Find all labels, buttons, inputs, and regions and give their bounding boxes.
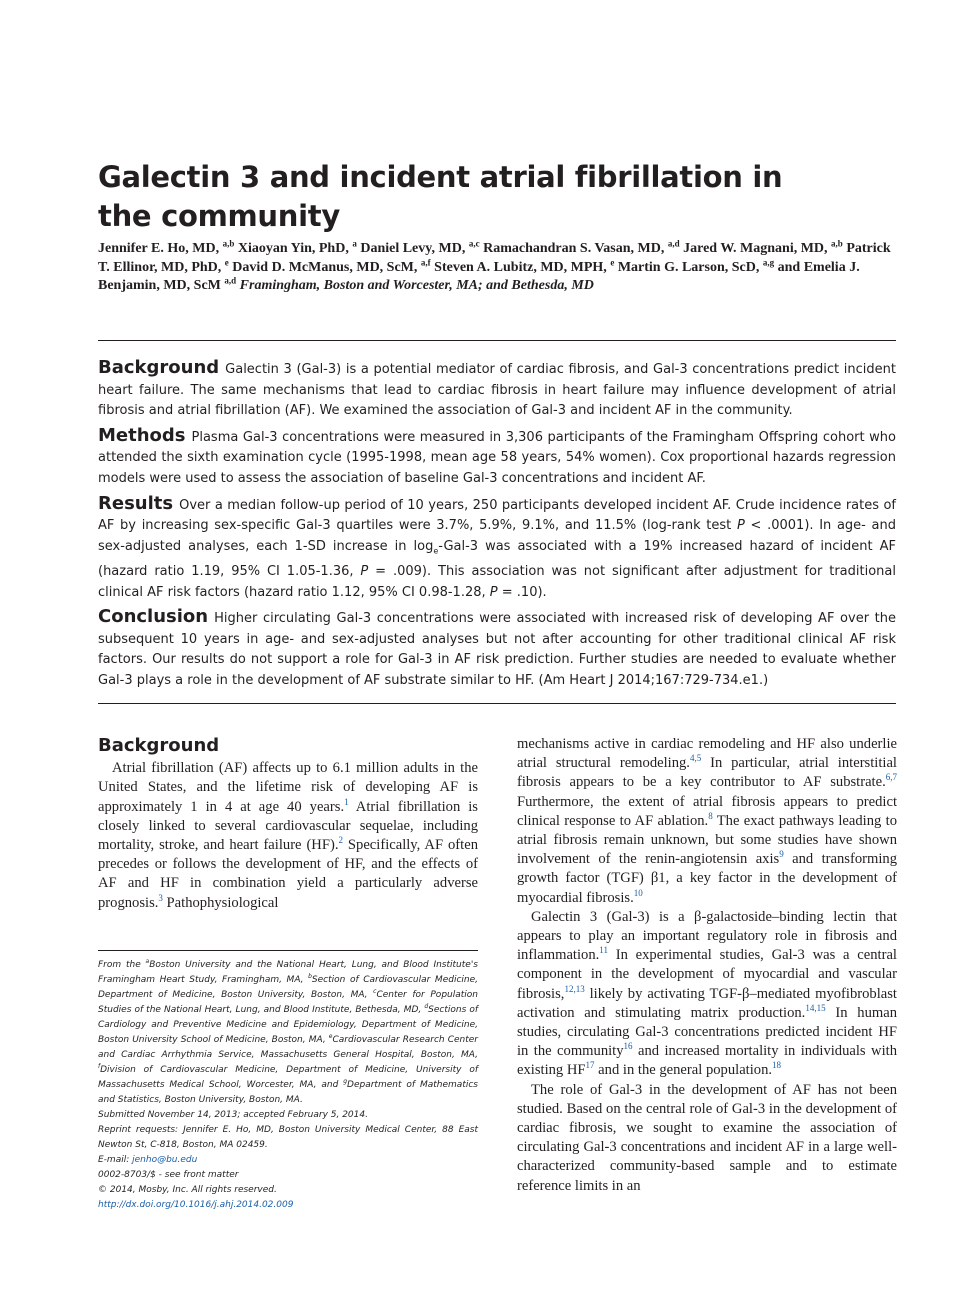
author-name: Xiaoyan Yin, PhD,	[237, 241, 353, 256]
citation-reference[interactable]: 12,13	[564, 983, 585, 994]
email-label: E-mail:	[98, 1155, 130, 1165]
abstract-bottom-divider	[98, 703, 896, 704]
citation-reference[interactable]: 4,5	[689, 753, 702, 764]
abstract-methods-text: Plasma Gal-3 concentrations were measured in 3,306 participants of the Framingham Offspring cohort who attended the sixth examination cycle (1995-1998, mean age 58 years, 54% women). Cox proportional hazards regression models were used to assess the association of baseline Gal-3 concentrations and incident AF.	[98, 429, 896, 486]
issn-line: 0002-8703/$ - see front matter	[98, 1170, 239, 1180]
author-affiliation-marker: a	[352, 238, 357, 249]
author-name: Ramachandran S. Vasan, MD,	[483, 241, 668, 256]
doi-link[interactable]: http://dx.doi.org/10.1016/j.ahj.2014.02.009	[98, 1200, 294, 1210]
author-affiliation-marker: a,b	[222, 238, 235, 249]
citation-reference[interactable]: 6,7	[885, 772, 897, 783]
affiliation-marker: a	[145, 958, 150, 965]
author-name: Steven A. Lubitz, MD, MPH,	[434, 259, 611, 275]
abstract-results-text: = .10).	[501, 584, 547, 600]
section-heading-background: Background	[98, 735, 220, 756]
affiliation-marker: f	[98, 1063, 101, 1070]
abstract-conclusion-heading: Conclusion	[98, 606, 209, 628]
citation-reference[interactable]: 17	[585, 1060, 595, 1071]
author-name: Daniel Levy, MD,	[360, 241, 469, 256]
author-affiliation-marker: a,g	[762, 256, 775, 267]
author-affiliation-marker: a,d	[224, 275, 237, 286]
body-paragraph: mechanisms active in cardiac remodeling and HF also underlie atrial structural remodeling.$^{4,5}$ In particular, atrial interstitial fibrosis appears to be a key contributor to AF substrate.$^{6,7}$ Furthermore, the extent of atrial fibrosis appears to predict clinical response to AF ablation.$^8$ The exact pathways leading to atrial fibrosis remain unknown, but some studies have shown involvement of the renin-angiotensin axis$^9$ and transforming growth factor (TGF) β1, a key factor in the development of myocardial fibrosis.$^{10}$	[517, 736, 897, 906]
email-line	[98, 1153, 478, 1168]
citation-reference[interactable]: 8	[708, 810, 713, 821]
abstract-results-text: = .009). This association was not significant after adjustment for traditional clinical AF risk factors (hazard ratio 1.12, 95% CI 0.98-1.28,	[98, 563, 896, 600]
abstract-methods-heading: Methods	[98, 424, 186, 446]
abstract-background-heading: Background	[98, 357, 220, 378]
author-affiliation-marker: a,b	[831, 238, 843, 249]
author-name: and Emelia J. Benjamin, MD, ScM	[98, 259, 860, 293]
author-name: Jennifer E. Ho, MD,	[98, 241, 223, 256]
abstract-results	[98, 494, 896, 604]
citation-reference[interactable]: 2	[338, 835, 343, 846]
p-value-symbol: P	[736, 518, 745, 534]
log-base-subscript: e	[433, 546, 439, 556]
citation-reference[interactable]: 1	[344, 796, 349, 807]
body-paragraph: The role of Gal-3 in the development of AF has not been studied. Based on the central role of Gal-3 in the development of cardiac fibrosis, we sought to examine the association of circulating Gal-3 concentrations and incident AF in a large well-characterized community-based sample and to estimate reference limits in an	[517, 1081, 897, 1194]
abstract-results-text: -Gal-3 was associated with a 19% increased hazard of incident AF (hazard ratio 1.19, 95% CI 1.05-1.36,	[98, 538, 896, 579]
article-title: Galectin 3 and incident atrial fibrillation in the community	[98, 160, 783, 233]
affiliations: From the $^a$Boston University and the National Heart, Lung, and Blood Institute's Framingham Heart Study, Framingham, MA, $^b$Section of Cardiovascular Medicine, Department of Medicine, Boston University, Boston, MA, $^c$Center for Population Studies of the National Heart, Lung, and Blood Institute, Bethesda, MD, $^d$Sections of Cardiology and Preventive Medicine and Epidemiology, Department of Medicine, Boston University School of Medicine, Boston, MA, $^e$Cardiovascular Research Center and Cardiac Arrhythmia Service, Massachusetts General Hospital, Boston, MA, $^f$Division of Cardiovascular Medicine, Department of Medicine, University of Massachusetts Medical School, Worcester, MA, and $^g$Department of Mathematics and Statistics, Boston University, Boston, MA.	[98, 958, 479, 1105]
author-list	[98, 240, 898, 296]
citation-reference[interactable]: 9	[779, 849, 784, 860]
citation-reference[interactable]: 14,15	[805, 1002, 826, 1013]
left-column	[98, 736, 478, 913]
abstract-conclusion-text: Higher circulating Gal-3 concentrations were associated with increased risk of developing AF over the subsequent 10 years in age- and sex-adjusted analyses but not after accounting for other traditional clinical AF risk factors. Our results do not support a role for Gal-3 in AF risk prediction. Further studies are needed to evaluate whether Gal-3 plays a role in the development of AF substrate similar to HF. (Am Heart J 2014;167:729-734.e1.)	[98, 611, 896, 688]
citation-reference[interactable]: 3	[158, 892, 163, 903]
abstract-methods	[98, 426, 896, 490]
article-footnote	[98, 958, 478, 1213]
email-link[interactable]: jenho@bu.edu	[132, 1155, 198, 1165]
affiliation-marker: c	[373, 988, 377, 995]
affiliation-marker: b	[308, 973, 312, 980]
abstract-results-heading: Results	[98, 492, 174, 514]
abstract	[98, 358, 896, 696]
author-name: Patrick T. Ellinor, MD, PhD,	[98, 241, 891, 275]
author-location: Framingham, Boston and Worcester, MA; and Bethesda, MD	[239, 278, 594, 293]
citation-reference[interactable]: 11	[599, 945, 608, 956]
citation-reference[interactable]: 18	[772, 1060, 782, 1071]
author-name: Martin G. Larson, ScD,	[617, 259, 763, 275]
right-column	[517, 735, 897, 1196]
body-paragraph: Galectin 3 (Gal-3) is a β-galactoside–binding lectin that appears to play an important regulatory role in fibrosis and inflammation.$^{11}$ In experimental studies, Gal-3 was a central component in the development of myocardial and vascular fibrosis,$^{12,13}$ likely by activating TGF-β–mediated myofibroblast activation and stimulating matrix production.$^{14,15}$ In human studies, circulating Gal-3 concentrations predicted incident HF in the community$^{16}$ and increased mortality in individuals with existing HF$^{17}$ and in the general population.$^{18}$	[517, 908, 897, 1079]
author-name: David D. McManus, MD, ScM,	[232, 259, 421, 275]
abstract-results-text: Over a median follow-up period of 10 years, 250 participants developed incident AF. Crude incidence rates of AF by increasing sex-specific Gal-3 quartiles were 3.7%, 5.9%, 9.1%, and 11.5% (log-rank test	[98, 497, 896, 534]
abstract-results-text: < .0001). In age- and sex-adjusted analyses, each 1-SD increase in log	[98, 518, 897, 554]
author-affiliation-marker: a,c	[468, 238, 480, 249]
abstract-background-text: Galectin 3 (Gal-3) is a potential mediator of cardiac fibrosis, and Gal-3 concentrations predict incident heart failure. The same mechanisms that lead to cardiac fibrosis in heart failure may influence development of atrial fibrosis and atrial fibrillation (AF). We examined the association of Gal-3 and incident AF in the community.	[98, 362, 896, 419]
affiliation-marker: e	[328, 1033, 333, 1040]
reprint-requests: Reprint requests: Jennifer E. Ho, MD, Boston University Medical Center, 88 East Newton St, C-818, Boston, MA 02459.	[98, 1125, 478, 1150]
copyright-line: © 2014, Mosby, Inc. All rights reserved.	[98, 1185, 277, 1195]
abstract-conclusion	[98, 607, 896, 691]
abstract-background	[98, 358, 896, 422]
author-affiliation-marker: a,f	[420, 256, 431, 267]
author-affiliation-marker: e	[610, 256, 615, 267]
affiliation-marker: g	[343, 1078, 348, 1085]
footnote-divider	[98, 950, 478, 951]
p-value-symbol: P	[360, 563, 369, 579]
p-value-symbol: P	[489, 584, 498, 600]
author-affiliation-marker: a,d	[667, 238, 680, 249]
citation-reference[interactable]: 16	[623, 1041, 633, 1052]
citation-reference[interactable]: 10	[633, 887, 643, 898]
body-paragraph: Atrial fibrillation (AF) affects up to 6.1 million adults in the United States, and the lifetime risk of developing AF is approximately 1 in 4 at age 40 years.$^1$ Atrial fibrillation is closely linked to several cardiovascular sequelae, including mortality, stroke, and heart failure (HF).$^2$ Specifically, AF often precedes or follows the development of HF, and the effects of AF and HF in combination yield a particularly adverse prognosis.$^3$ Pathophysiological	[98, 760, 478, 911]
author-name: Jared W. Magnani, MD,	[683, 241, 832, 256]
author-affiliation-marker: e	[224, 256, 229, 267]
affiliation-marker: d	[424, 1003, 429, 1010]
submission-dates: Submitted November 14, 2013; accepted February 5, 2014.	[98, 1110, 368, 1120]
abstract-top-divider	[98, 340, 896, 341]
